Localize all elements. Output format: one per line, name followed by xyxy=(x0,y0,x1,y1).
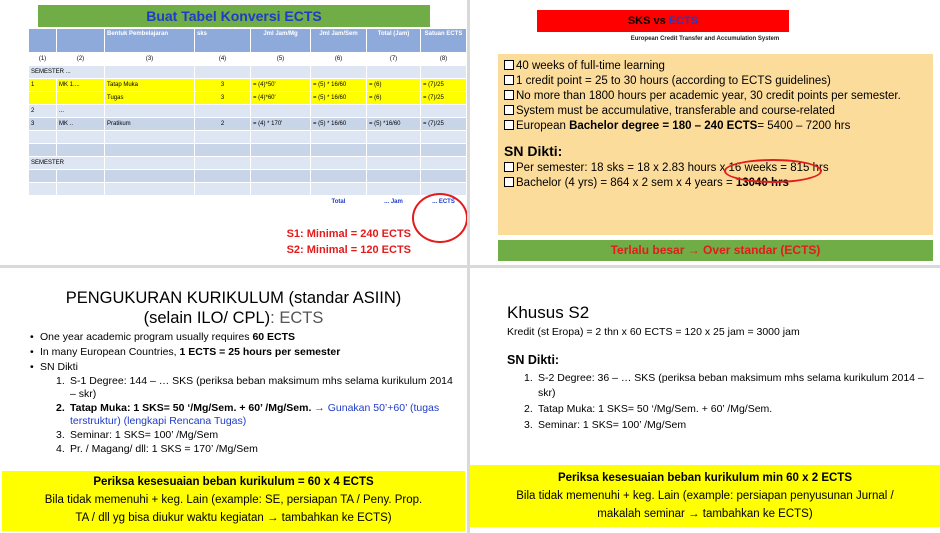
number-cell: (1) xyxy=(29,53,57,66)
title-line: PENGUKURAN KURIKULUM (standar ASIIN) xyxy=(65,289,402,307)
table-cell: Tatap Muka xyxy=(105,79,195,92)
list-text: Tatap Muka: 1 SKS= 50 ‘/Mg/Sem. + 60’ /Mg/Sem. xyxy=(538,403,773,415)
table-cell xyxy=(57,144,105,157)
slide4-title: Khusus S2 xyxy=(507,303,590,322)
table-row xyxy=(29,118,467,131)
curriculum-check-box xyxy=(2,471,465,531)
table-cell xyxy=(29,131,57,144)
checkbox-bullet-icon xyxy=(504,90,514,100)
header-cell: sks xyxy=(195,29,251,53)
sn-dikti-heading: SN Dikti: xyxy=(507,353,560,367)
table-cell: = (4) * 170' xyxy=(251,118,311,131)
header-cell: Satuan ECTS xyxy=(421,29,467,53)
check-title: Periksa kesesuaian beban kurikulum = 60 x 4 ECTS xyxy=(93,476,374,488)
fact-text: European xyxy=(516,120,570,132)
table-cell xyxy=(105,170,195,183)
table-cell xyxy=(57,170,105,183)
table-cell xyxy=(57,92,105,105)
table-cell xyxy=(367,131,421,144)
check-title: Periksa kesesuaian beban kurikulum min 60 x 2 ECTS xyxy=(557,472,853,484)
fact-text: System must be accumulative, transferable and course-related xyxy=(516,105,835,117)
fact-item xyxy=(504,104,927,119)
table-cell: = (6) xyxy=(367,92,421,105)
table-cell: = (7)/25 xyxy=(421,118,467,131)
list-item xyxy=(56,443,460,456)
table-cell xyxy=(251,157,311,170)
list-text: S-1 Degree: 144 – … SKS (periksa beban maksimum mhs selama kurikulum 2014 – skr) xyxy=(70,375,453,400)
header-cell: Bentuk Pembelajaran xyxy=(105,29,195,53)
table-cell: 3 xyxy=(195,92,251,105)
fact-item xyxy=(504,161,927,176)
list-item xyxy=(56,402,460,428)
table-total-row xyxy=(29,196,467,209)
table-cell xyxy=(57,131,105,144)
over-standard-banner: Terlalu besar → Over standar (ECTS) xyxy=(498,240,933,261)
total-label: Total xyxy=(311,196,367,209)
table-cell: MK 1.... xyxy=(57,79,105,92)
list-number: 1. xyxy=(56,375,65,387)
table-cell xyxy=(421,131,467,144)
table-cell xyxy=(195,105,251,118)
highlight-circle xyxy=(724,159,822,183)
table-cell xyxy=(195,170,251,183)
table-cell xyxy=(195,157,251,170)
table-cell xyxy=(367,66,421,79)
table-row xyxy=(29,105,467,118)
table-row xyxy=(29,144,467,157)
table-cell xyxy=(311,157,367,170)
checkbox-bullet-icon xyxy=(504,75,514,85)
column-number-row xyxy=(29,53,467,66)
total-ects: ... ECTS xyxy=(421,196,467,209)
list-number: 4. xyxy=(56,443,65,455)
table-cell xyxy=(29,196,57,209)
table-cell xyxy=(195,196,251,209)
checkbox-bullet-icon xyxy=(504,60,514,70)
slide3-title xyxy=(0,288,467,328)
curriculum-check-box xyxy=(470,465,940,527)
list-number: 3. xyxy=(56,429,65,441)
header-cell: Total (Jam) xyxy=(367,29,421,53)
check-line: Bila tidak memenuhi + keg. Lain (example: persiapan penyusunan Jurnal / xyxy=(516,490,894,502)
numbered-list xyxy=(524,371,924,434)
fact-bold: 13040 hrs xyxy=(735,177,789,189)
table-cell xyxy=(29,170,57,183)
table-cell xyxy=(367,183,421,196)
title-part: : ECTS xyxy=(270,309,324,327)
list-text: S-2 Degree: 36 – … SKS (periksa beban maksimum mhs selama kurikulum 2014 – skr) xyxy=(538,372,924,399)
table-cell xyxy=(421,157,467,170)
number-cell: (3) xyxy=(105,53,195,66)
bullet-text: In many European Countries, xyxy=(40,346,180,358)
table-cell xyxy=(195,144,251,157)
fact-text: No more than 1800 hours per academic year, 30 credit points per semester. xyxy=(516,90,901,102)
check-line: Bila tidak memenuhi + keg. Lain (example: SE, persiapan TA / Peny. Prop. xyxy=(44,494,423,506)
numbered-list xyxy=(30,375,460,456)
title-line xyxy=(0,308,467,328)
slide-sks-vs-ects xyxy=(470,0,940,265)
fact-bold: Bachelor degree = 180 – 240 ECTS xyxy=(569,120,758,132)
table-cell xyxy=(311,183,367,196)
checkbox-bullet-icon xyxy=(504,162,514,172)
list-number: 3. xyxy=(524,419,533,431)
sn-dikti-heading: SN Dikti: xyxy=(504,143,563,159)
table-row xyxy=(29,183,467,196)
table-cell: MK .. xyxy=(57,118,105,131)
table-cell xyxy=(251,131,311,144)
list-item xyxy=(56,429,460,442)
header-cell: Jml Jam/Mg xyxy=(251,29,311,53)
list-note: → Gunakan 50’+60’ (tugas terstruktur) (lengkapi Rencana Tugas) xyxy=(70,402,440,427)
checkbox-bullet-icon xyxy=(504,177,514,187)
table-cell xyxy=(421,144,467,157)
fact-text: 1 credit point = 25 to 30 hours (according to ECTS guidelines) xyxy=(516,75,831,87)
total-jam: ... Jam xyxy=(367,196,421,209)
table-cell: Tugas xyxy=(105,92,195,105)
number-cell: (7) xyxy=(367,53,421,66)
table-cell xyxy=(311,170,367,183)
table-cell: SEMESTER xyxy=(29,157,105,170)
table-row xyxy=(29,157,467,170)
bullet-item xyxy=(30,345,460,360)
bullet-bold: 1 ECTS = 25 hours per semester xyxy=(179,346,341,358)
fact-text: Bachelor (4 yrs) = 864 x 2 sem x 4 years = xyxy=(516,177,736,189)
table-cell xyxy=(421,66,467,79)
table-cell xyxy=(367,170,421,183)
table-cell xyxy=(367,105,421,118)
fact-item xyxy=(504,74,927,89)
slide3-body xyxy=(30,330,460,457)
list-text: Pr. / Magang/ dll: 1 SKS = 170’ /Mg/Sem xyxy=(70,443,258,455)
table-cell: = (6) xyxy=(367,79,421,92)
number-cell: (8) xyxy=(421,53,467,66)
table-cell xyxy=(195,131,251,144)
bullet-text: One year academic program usually requires xyxy=(40,331,253,343)
slide2-title xyxy=(537,10,789,32)
table-cell xyxy=(105,183,195,196)
table-cell: = (4)*50' xyxy=(251,79,311,92)
bullet-item: • SN Dikti xyxy=(30,360,460,375)
table-cell xyxy=(105,157,195,170)
list-item xyxy=(524,402,924,417)
table-cell xyxy=(57,183,105,196)
table-cell xyxy=(251,66,311,79)
table-cell xyxy=(29,183,57,196)
table-cell: Pratikum xyxy=(105,118,195,131)
slide-pengukuran-kurikulum xyxy=(0,268,467,533)
s1-minimum-ects: S1: Minimal = 240 ECTS xyxy=(286,228,411,240)
table-cell xyxy=(105,131,195,144)
table-cell: ... xyxy=(57,105,105,118)
table-cell xyxy=(367,144,421,157)
header-cell: Jml Jam/Sem xyxy=(311,29,367,53)
ects-facts-box xyxy=(498,54,933,235)
number-cell: (2) xyxy=(57,53,105,66)
s2-minimum-ects: S2: Minimal = 120 ECTS xyxy=(286,244,411,256)
table-row xyxy=(29,170,467,183)
table-cell xyxy=(311,66,367,79)
kredit-line: Kredit (st Eropa) = 2 thn x 60 ECTS = 120 x 25 jam = 3000 jam xyxy=(507,326,800,338)
table-cell xyxy=(251,170,311,183)
list-number: 1. xyxy=(524,372,533,384)
table-cell: = (5) * 16/60 xyxy=(311,92,367,105)
list-item xyxy=(56,375,460,401)
table-cell: 3 xyxy=(29,118,57,131)
list-text: Seminar: 1 SKS= 100’ /Mg/Sem xyxy=(70,429,219,441)
slide2-subtitle: European Credit Transfer and Accumulation System xyxy=(630,36,780,42)
number-cell: (6) xyxy=(311,53,367,66)
checkbox-bullet-icon xyxy=(504,105,514,115)
table-cell xyxy=(421,170,467,183)
slide1-title: Buat Tabel Konversi ECTS xyxy=(38,5,430,27)
table-cell xyxy=(311,131,367,144)
check-line: makalah seminar → tambahkan ke ECTS) xyxy=(597,508,813,520)
number-cell: (5) xyxy=(251,53,311,66)
table-cell xyxy=(251,196,311,209)
header-cell xyxy=(57,29,105,53)
table-cell xyxy=(57,196,105,209)
check-line: TA / dll yg bisa diukur waktu kegiatan → tambahkan ke ECTS) xyxy=(75,512,392,524)
table-cell xyxy=(195,183,251,196)
table-cell: = (5) * 16/60 xyxy=(311,79,367,92)
table-row xyxy=(29,66,467,79)
bullet-bold: 60 ECTS xyxy=(252,331,296,343)
fact-item xyxy=(504,59,927,74)
highlight-circle xyxy=(412,193,467,243)
table-cell xyxy=(105,105,195,118)
slide-khusus-s2 xyxy=(470,268,940,533)
table-cell: = (4)*60' xyxy=(251,92,311,105)
slide-ects-table xyxy=(0,0,467,265)
fact-text: 40 weeks of full-time learning xyxy=(516,60,665,72)
table-header-row xyxy=(29,29,467,53)
fact-item xyxy=(504,89,927,104)
table-cell xyxy=(195,66,251,79)
table-cell xyxy=(29,92,57,105)
table-cell xyxy=(251,144,311,157)
fact-item xyxy=(504,119,927,134)
table-cell: = (7)/25 xyxy=(421,92,467,105)
table-cell xyxy=(29,144,57,157)
table-cell xyxy=(421,105,467,118)
table-cell xyxy=(311,105,367,118)
list-item xyxy=(524,418,924,433)
title-sks: SKS vs xyxy=(627,15,669,27)
ects-conversion-table xyxy=(28,28,467,209)
table-row xyxy=(29,92,467,105)
fact-text: = 5400 – 7200 hrs xyxy=(757,120,851,132)
table-cell: 2 xyxy=(195,118,251,131)
list-number: 2. xyxy=(524,403,533,415)
table-cell xyxy=(311,144,367,157)
table-cell: 2 xyxy=(29,105,57,118)
table-cell: SEMESTER ... xyxy=(29,66,105,79)
table-cell: = (5) * 16/60 xyxy=(311,118,367,131)
table-row xyxy=(29,79,467,92)
table-cell xyxy=(251,183,311,196)
table-cell xyxy=(105,196,195,209)
list-bold: Tatap Muka: 1 SKS= 50 ‘/Mg/Sem. + 60’ /Mg/Sem. xyxy=(70,402,312,414)
table-row xyxy=(29,131,467,144)
list-item xyxy=(524,371,924,401)
fact-text: Per semester: 18 sks = 18 x 2.83 hours x 16 weeks = 815 hrs xyxy=(516,162,829,174)
table-cell xyxy=(105,66,195,79)
table-cell: 1 xyxy=(29,79,57,92)
table-cell: = (7)/25 xyxy=(421,79,467,92)
header-cell xyxy=(29,29,57,53)
list-text: Seminar: 1 SKS= 100’ /Mg/Sem xyxy=(538,419,687,431)
table-cell xyxy=(367,157,421,170)
title-ects: ECTS xyxy=(668,15,699,27)
fact-item xyxy=(504,176,927,191)
title-part: (selain ILO/ CPL) xyxy=(143,309,271,327)
table-cell xyxy=(105,144,195,157)
bullet-item xyxy=(30,330,460,345)
number-cell: (4) xyxy=(195,53,251,66)
list-number: 2. xyxy=(56,402,65,414)
table-cell xyxy=(251,105,311,118)
checkbox-bullet-icon xyxy=(504,120,514,130)
table-cell: 3 xyxy=(195,79,251,92)
table-cell: = (5) *16/60 xyxy=(367,118,421,131)
